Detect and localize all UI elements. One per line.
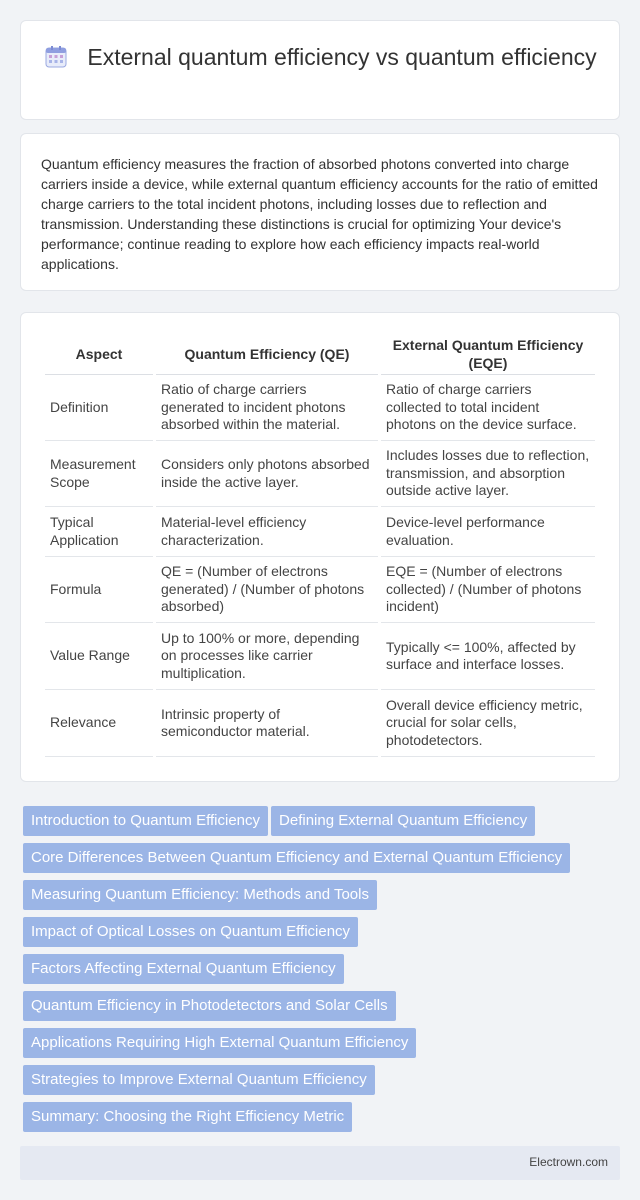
cell-eqe: Ratio of charge carriers collected to total incident photons on the device surface. [381, 375, 595, 441]
topic-link[interactable]: Defining External Quantum Efficiency [271, 806, 535, 836]
header-qe: Quantum Efficiency (QE) [156, 335, 378, 375]
topic-link[interactable]: Strategies to Improve External Quantum Efficiency [23, 1065, 375, 1095]
calendar-icon [45, 46, 67, 68]
cell-aspect: Definition [45, 375, 153, 441]
header-eqe: External Quantum Efficiency (EQE) [381, 335, 595, 375]
table-row [45, 690, 595, 757]
footer-brand[interactable]: Electrown.com [529, 1155, 608, 1169]
page-title [21, 43, 621, 72]
cell-qe: Material-level efficiency characterization. [156, 507, 378, 557]
table-row [45, 441, 595, 507]
topic-link[interactable]: Summary: Choosing the Right Efficiency Metric [23, 1102, 352, 1132]
table-row [45, 557, 595, 623]
intro-paragraph: Quantum efficiency measures the fraction of absorbed photons converted into charge carriers inside a device, while external quantum efficiency accounts for the ratio of emitted charge carriers to the total incident photons, including losses due to reflection and transmission. Understanding these distinctions is crucial for optimizing Your device's performance; continue reading to explore how each efficiency impacts real-world applications. [41, 156, 598, 272]
cell-eqe: Overall device efficiency metric, crucial for solar cells, photodetectors. [381, 690, 595, 757]
cell-eqe: EQE = (Number of electrons collected) / (Number of photons incident) [381, 557, 595, 623]
page-title-text: External quantum efficiency vs quantum efficiency [87, 44, 597, 70]
footer [20, 1146, 620, 1180]
cell-aspect: Relevance [45, 690, 153, 757]
cell-aspect: Formula [45, 557, 153, 623]
cell-qe: Up to 100% or more, depending on processes like carrier multiplication. [156, 623, 378, 690]
topic-links [23, 806, 623, 1139]
intro-card [20, 133, 620, 291]
cell-eqe: Includes losses due to reflection, transmission, and absorption outside active layer. [381, 441, 595, 507]
topic-link[interactable]: Core Differences Between Quantum Efficiency and External Quantum Efficiency [23, 843, 570, 873]
topic-link[interactable]: Impact of Optical Losses on Quantum Efficiency [23, 917, 358, 947]
topic-link[interactable]: Applications Requiring High External Quantum Efficiency [23, 1028, 416, 1058]
title-card [20, 20, 620, 120]
comparison-table-card [20, 312, 620, 782]
cell-aspect: Typical Application [45, 507, 153, 557]
cell-qe: Considers only photons absorbed inside the active layer. [156, 441, 378, 507]
table-row [45, 375, 595, 441]
cell-aspect: Value Range [45, 623, 153, 690]
cell-aspect: Measurement Scope [45, 441, 153, 507]
cell-qe: Intrinsic property of semiconductor material. [156, 690, 378, 757]
topic-link[interactable]: Quantum Efficiency in Photodetectors and Solar Cells [23, 991, 396, 1021]
comparison-table [42, 335, 598, 757]
cell-eqe: Typically <= 100%, affected by surface and interface losses. [381, 623, 595, 690]
cell-qe: QE = (Number of electrons generated) / (Number of photons absorbed) [156, 557, 378, 623]
topic-link[interactable]: Factors Affecting External Quantum Efficiency [23, 954, 344, 984]
table-header-row [45, 335, 595, 375]
table-row [45, 623, 595, 690]
topic-link[interactable]: Measuring Quantum Efficiency: Methods and Tools [23, 880, 377, 910]
cell-eqe: Device-level performance evaluation. [381, 507, 595, 557]
topic-link[interactable]: Introduction to Quantum Efficiency [23, 806, 268, 836]
cell-qe: Ratio of charge carriers generated to incident photons absorbed within the material. [156, 375, 378, 441]
table-row [45, 507, 595, 557]
header-aspect: Aspect [45, 335, 153, 375]
